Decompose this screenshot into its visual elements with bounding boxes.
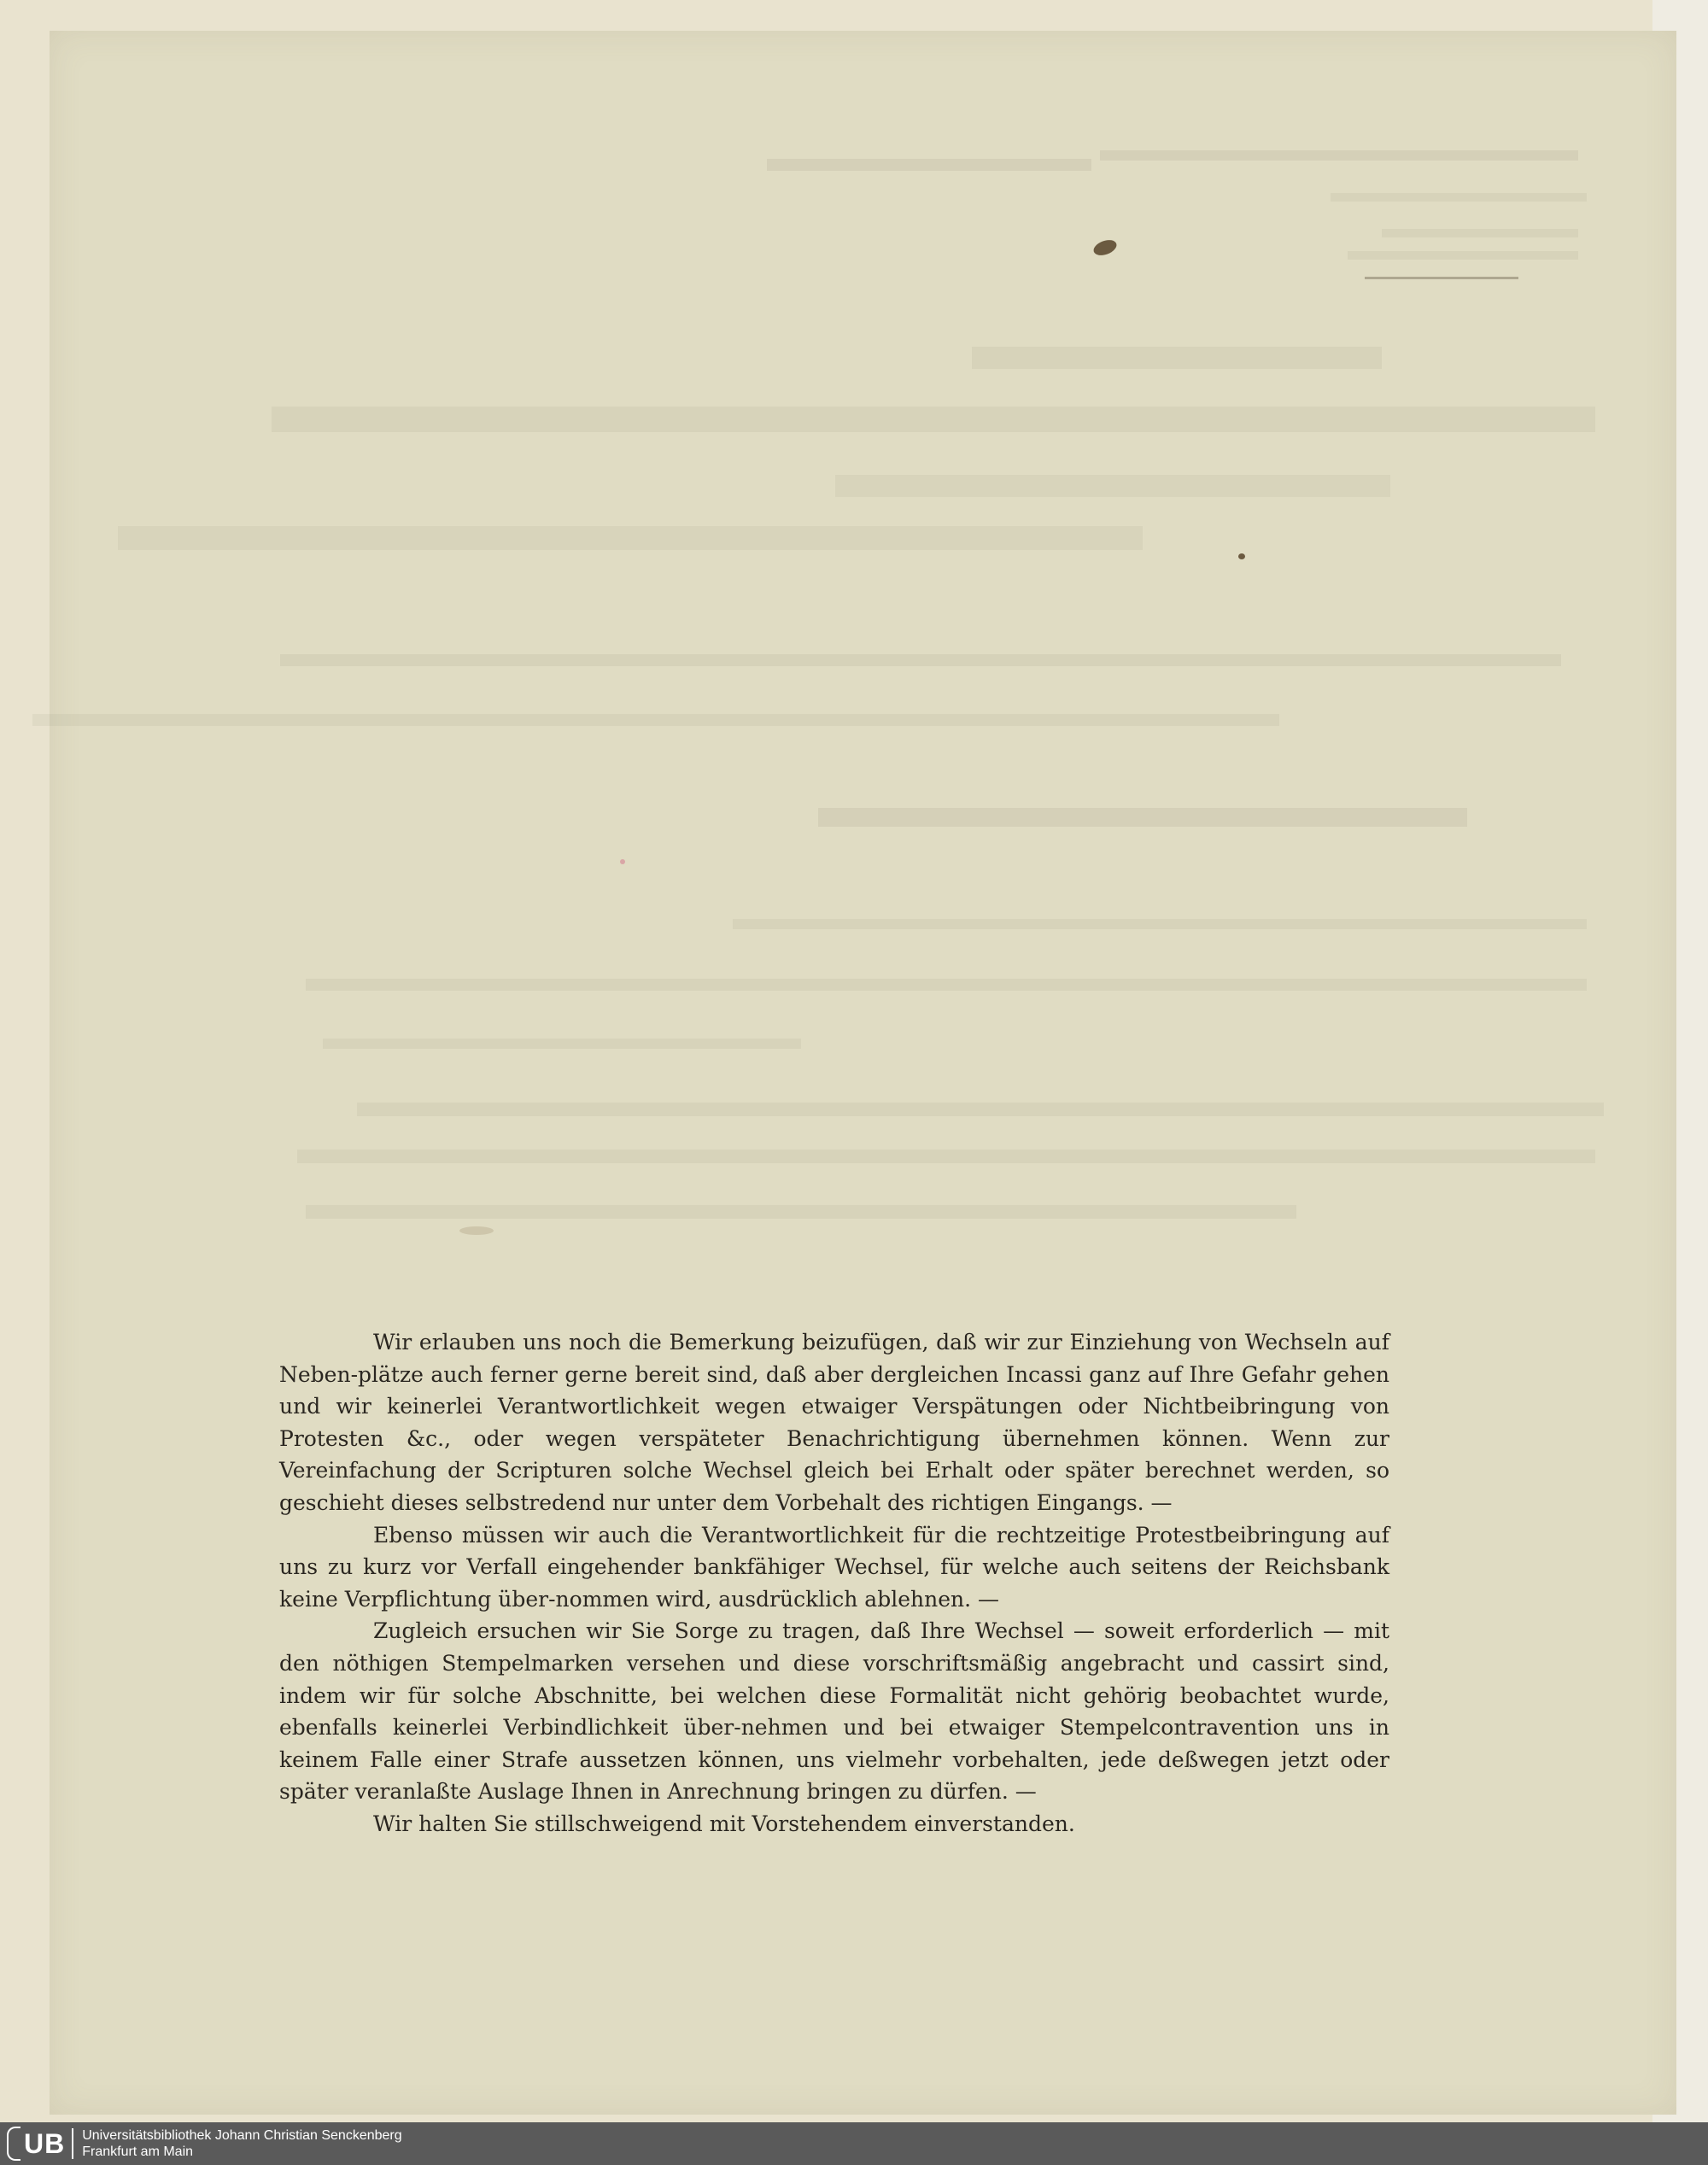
bleed-through-line — [767, 159, 1091, 171]
paper-mark — [620, 859, 625, 864]
ub-logo-text: UB — [24, 2127, 66, 2159]
letter-paragraph: Ebenso müssen wir auch die Verantwortlichkeit für die rechtzeitige Protestbeibringung auf uns zu kurz vor Verfall eingehender bankfähiger Wechsel, für welche auch seitens der Reichsbank keine Verpflichtung über-nommen wird, ausdrücklich ablehnen. — — [279, 1522, 1389, 1612]
letter-paragraph: Wir erlauben uns noch die Bemerkung beizufügen, daß wir zur Einziehung von Wechseln auf Neben-plätze auch ferner gerne bereit sind, daß aber dergleichen Incassi ganz auf Ihre Gefahr gehen und wir keinerlei Verantwortlichkeit wegen etwaiger Verspätungen oder Nichtbeibringung von Protesten &c., oder wegen verspäteter Benachrichtigung übernehmen können. Wenn zur Vereinfachung der Scripturen solche Wechsel gleich bei Erhalt oder später berechnet werden, so geschieht dieses selbstredend nur unter dem Vorbehalt des richtigen Eingangs. — — [279, 1330, 1389, 1515]
library-footer-bar — [0, 2122, 1708, 2165]
library-credit — [82, 2127, 401, 2160]
bleed-through-line — [323, 1039, 801, 1049]
bleed-through-handwriting — [835, 475, 1390, 497]
bleed-through-line — [297, 1150, 1595, 1163]
bleed-through-line — [306, 1205, 1296, 1219]
bleed-through-line — [1348, 251, 1578, 260]
ink-stain — [1238, 553, 1245, 559]
letter-paragraph: Zugleich ersuchen wir Sie Sorge zu tragen, daß Ihre Wechsel — soweit erforderlich — mit den nöthigen Stempelmarken versehen und diese vorschriftsmäßig angebracht und cassirt sind, indem wir für solche Abschnitte, bei welchen diese Formalität nicht gehörig beobachtet wurde, ebenfalls keinerlei Verbindlichkeit über-nehmen und bei etwaiger Stempelcontravention uns in keinem Falle einer Strafe aussetzen können, uns vielmehr vorbehalten, jede deßwegen jetzt oder später veranlaßte Auslage Ihnen in Anrechnung bringen zu dürfen. — — [279, 1618, 1389, 1805]
bleed-through-line — [280, 654, 1561, 666]
paper-mark — [459, 1226, 494, 1235]
ub-logo — [7, 2127, 65, 2161]
bleed-through-line — [1100, 150, 1578, 161]
bleed-through-line — [1331, 193, 1587, 202]
footer-divider — [72, 2128, 73, 2159]
bleed-through-line — [1365, 277, 1518, 279]
letter-body — [279, 1326, 1389, 1840]
bleed-through-line — [1382, 229, 1578, 237]
library-city: Frankfurt am Main — [82, 2145, 194, 2159]
bleed-through-handwriting — [972, 347, 1382, 369]
bleed-through-line — [733, 919, 1587, 929]
bleed-through-handwriting — [118, 526, 1143, 550]
bleed-through-line — [818, 808, 1467, 827]
bleed-through-line — [32, 714, 1279, 726]
bleed-through-handwriting — [272, 407, 1595, 432]
bleed-through-line — [306, 979, 1587, 991]
ink-stain — [1091, 237, 1119, 259]
ub-logo-mark-icon — [7, 2127, 20, 2161]
bleed-through-line — [357, 1103, 1604, 1116]
library-name: Universitätsbibliothek Johann Christian Senckenberg — [82, 2128, 402, 2143]
letter-paragraph: Wir halten Sie stillschweigend mit Vorstehendem einverstanden. — [373, 1811, 1075, 1836]
